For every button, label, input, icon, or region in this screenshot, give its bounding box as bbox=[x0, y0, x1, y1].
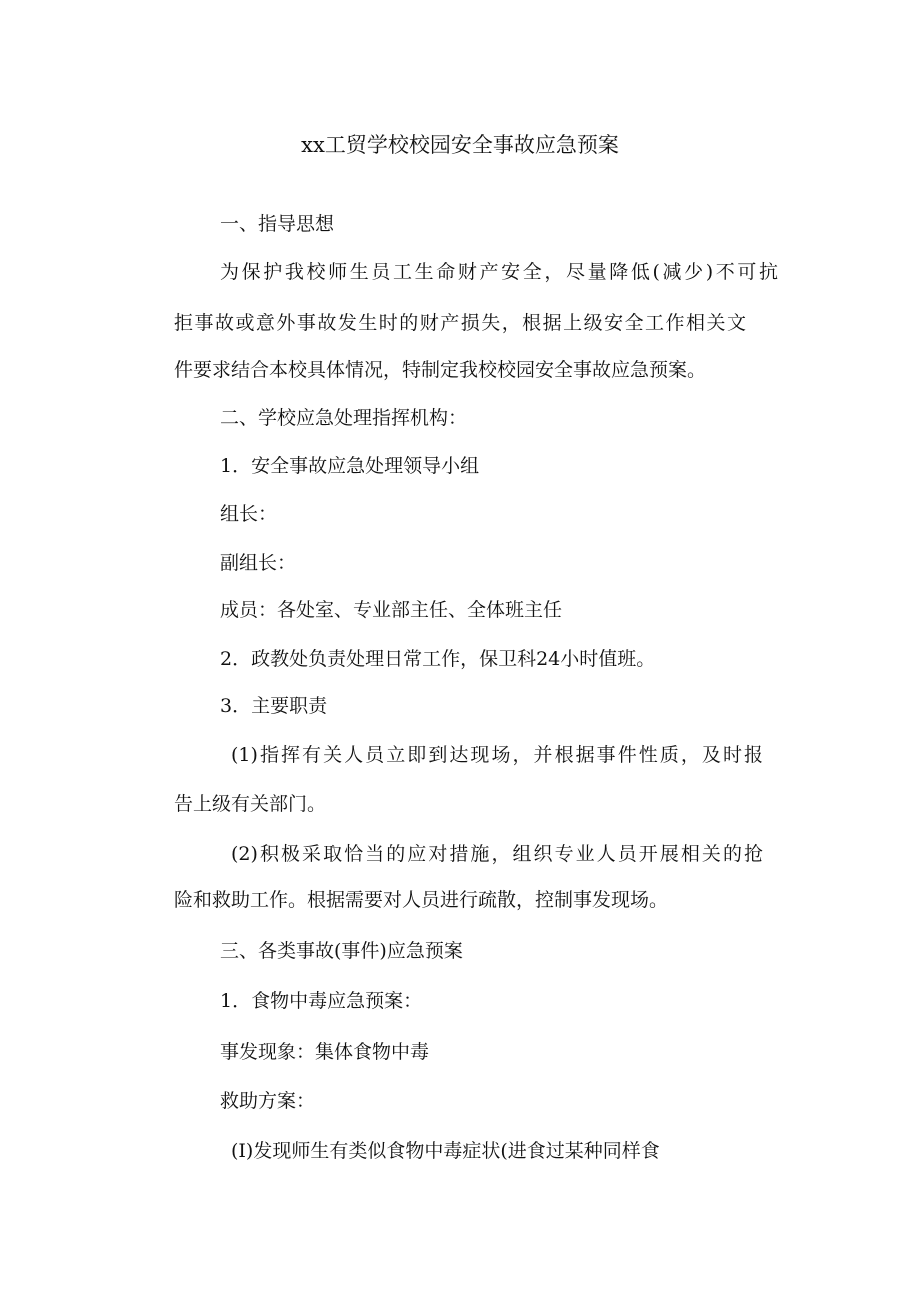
paragraph-line: 险和救助工作。根据需要对人员进行疏散，控制事发现场。 bbox=[174, 889, 669, 911]
list-item: 成员：各处室、专业部主任、全体班主任 bbox=[220, 599, 563, 621]
list-item: 副组长： bbox=[220, 552, 297, 574]
paragraph-line: (2)积极采取恰当的应对措施，组织专业人员开展相关的抢 bbox=[231, 843, 763, 865]
list-item: 2．政教处负责处理日常工作，保卫科24小时值班。 bbox=[220, 648, 656, 670]
paragraph-line: (I)发现师生有类似食物中毒症状(进食过某种同样食 bbox=[231, 1140, 660, 1162]
section-heading-emergency-plans: 三、各类事故(事件)应急预案 bbox=[220, 940, 463, 962]
paragraph-line: (1)指挥有关人员立即到达现场，并根据事件性质，及时报 bbox=[231, 744, 763, 766]
section-heading-command-structure: 二、学校应急处理指挥机构： bbox=[220, 407, 468, 429]
list-item: 组长： bbox=[220, 503, 278, 525]
list-item: 事发现象：集体食物中毒 bbox=[220, 1041, 430, 1063]
paragraph-line: 拒事故或意外事故发生时的财产损失，根据上级安全工作相关文 bbox=[174, 312, 746, 334]
document-title: xx工贸学校校园安全事故应急预案 bbox=[301, 133, 619, 157]
paragraph-line: 为保护我校师生员工生命财产安全，尽量降低(减少)不可抗 bbox=[220, 261, 778, 283]
list-item: 救助方案： bbox=[220, 1090, 316, 1112]
list-item: 1．安全事故应急处理领导小组 bbox=[220, 455, 480, 477]
list-item: 1．食物中毒应急预案： bbox=[220, 990, 423, 1012]
list-item: 3．主要职责 bbox=[220, 695, 328, 717]
paragraph-line: 告上级有关部门。 bbox=[174, 793, 327, 815]
paragraph-line: 件要求结合本校具体情况，特制定我校校园安全事故应急预案。 bbox=[174, 359, 707, 381]
section-heading-guiding-ideology: 一、指导思想 bbox=[220, 213, 335, 235]
